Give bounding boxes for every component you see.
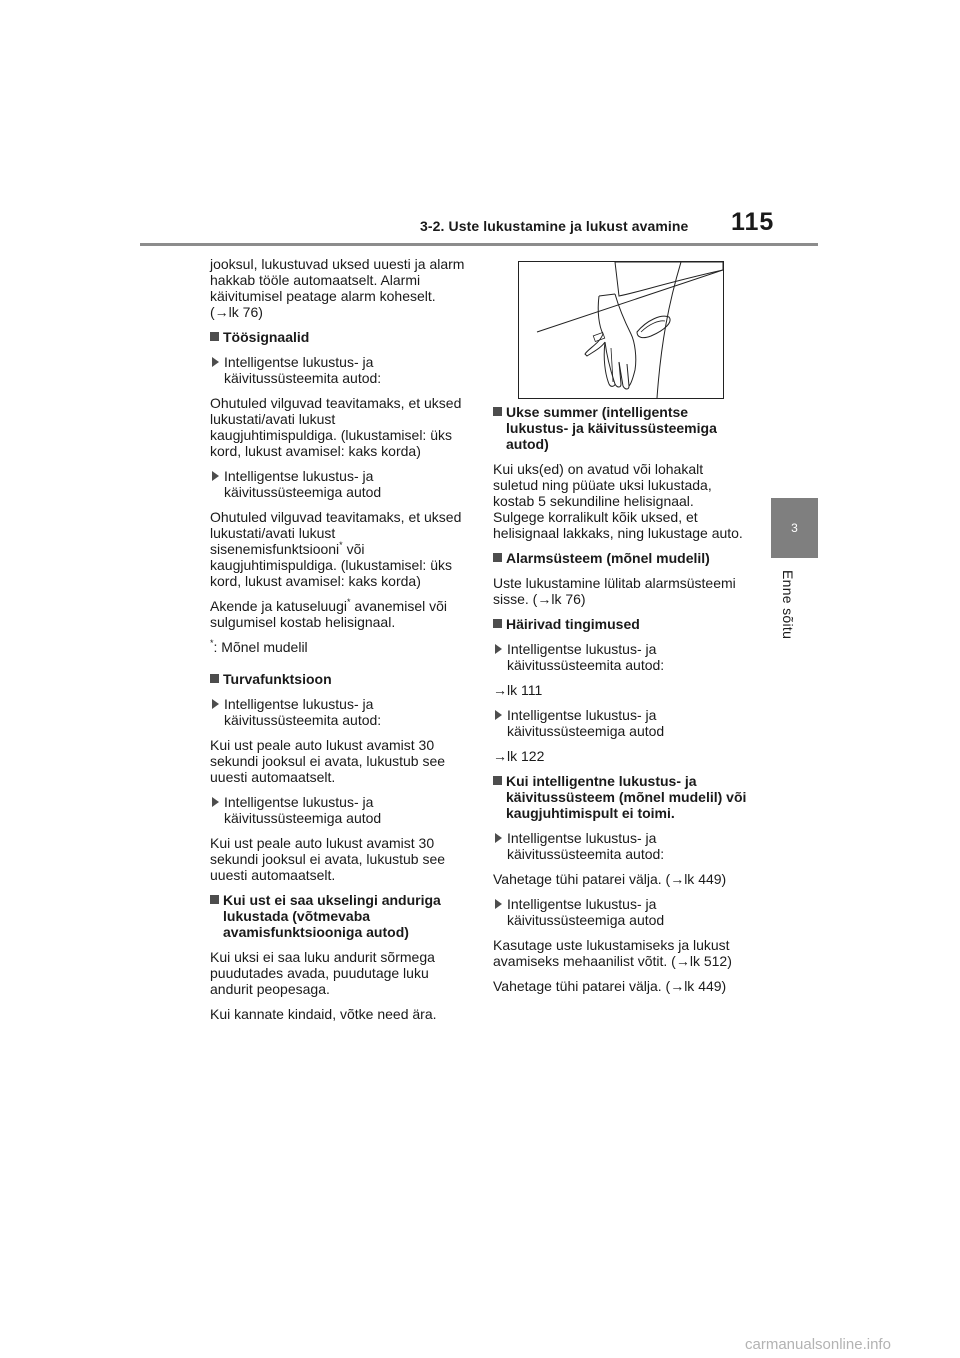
section-heading: Alarmsüsteem (mõnel mudelil) xyxy=(493,550,748,566)
triangle-bullet-icon xyxy=(495,833,502,843)
square-bullet-icon xyxy=(493,407,502,416)
paragraph: Kui kannate kindaid, võtke need ära. xyxy=(210,1006,437,1022)
chapter-number: 3 xyxy=(791,521,798,535)
paragraph: Kui ust peale auto lukust avamist 30 sekundi jooksul ei avata, lukustub see uuesti automaatselt. xyxy=(210,737,446,785)
list-item: Intelligentse lukustus- ja käivitussüsteemita autod: xyxy=(210,696,465,728)
watermark-link[interactable]: carmanualsonline.info xyxy=(745,1336,891,1353)
list-item: Intelligentse lukustus- ja käivitussüsteemiga autod xyxy=(493,896,748,928)
paragraph: Kui ust peale auto lukust avamist 30 sekundi jooksul ei avata, lukustub see uuesti automaatselt. xyxy=(210,835,446,883)
door-handle-illustration xyxy=(518,261,724,399)
triangle-bullet-icon xyxy=(212,797,219,807)
section-heading: Kui ust ei saa ukselingi anduriga lukustada (võtmevaba avamisfunktsiooniga autod) xyxy=(210,892,465,940)
chapter-tab xyxy=(771,498,818,558)
hand-on-door-handle-drawing xyxy=(519,262,723,398)
triangle-bullet-icon xyxy=(495,644,502,654)
square-bullet-icon xyxy=(493,619,502,628)
paragraph: Uste lukustamine lülitab alarmsüsteemi sisse. (→lk 76) xyxy=(493,575,736,607)
left-column xyxy=(210,256,465,1031)
section-heading: Häirivad tingimused xyxy=(493,616,748,632)
paragraph: Ohutuled vilguvad teavitamaks, et uksed lukustati/avati lukust kaugjuhtimispuldiga. (lukustamisel: üks kord, lukust avamisel: kaks korda) xyxy=(210,395,462,459)
list-item: Intelligentse lukustus- ja käivitussüsteemita autod: xyxy=(493,830,748,862)
paragraph: Vahetage tühi patarei välja. (→lk 449) xyxy=(493,871,727,887)
list-item: Intelligentse lukustus- ja käivitussüsteemiga autod xyxy=(210,468,465,500)
paragraph: Kui uks(ed) on avatud või lohakalt suletud ning püüate uksi lukustada, kostab 5 sekundiline helisignaal. Sulgege korralikult kõik uksed, et helisignaal lakkaks, ning lukustage auto. xyxy=(493,461,743,541)
square-bullet-icon xyxy=(493,776,502,785)
chapter-label: Enne sõitu xyxy=(780,570,796,640)
page-reference: →lk 76) xyxy=(214,304,263,320)
page-reference: →lk 111 xyxy=(493,682,543,698)
square-bullet-icon xyxy=(210,895,219,904)
paragraph: Kasutage uste lukustamiseks ja lukust avamiseks mehaanilist võtit. (→lk 512) xyxy=(493,937,732,969)
square-bullet-icon xyxy=(210,332,219,341)
page-reference: →lk 122 xyxy=(493,748,545,764)
section-heading: Ukse summer (intelligentse lukustus- ja käivitussüsteemiga autod) xyxy=(493,404,748,452)
footnote-marker: * xyxy=(347,597,351,607)
section-heading: Turvafunktsioon xyxy=(210,671,465,687)
section-heading: Kui intelligentne lukustus- ja käivitussüsteem (mõnel mudelil) või kaugjuhtimispult ei toimi. xyxy=(493,773,748,821)
triangle-bullet-icon xyxy=(212,471,219,481)
list-item: Intelligentse lukustus- ja käivitussüsteemita autod: xyxy=(493,641,748,673)
paragraph: jooksul, lukustuvad uksed uuesti ja alarm hakkab tööle automaatselt. Alarmi käivitumisel peatage alarm koheselt. (→lk 76) xyxy=(210,256,465,320)
section-heading: Töösignaalid xyxy=(210,329,465,345)
paragraph: Akende ja katuseluugi* avanemisel või sulgumisel kostab helisignaal. xyxy=(210,597,448,630)
square-bullet-icon xyxy=(210,674,219,683)
page-number: 115 xyxy=(731,208,775,236)
paragraph: Vahetage tühi patarei välja. (→lk 449) xyxy=(493,978,727,994)
list-item: Intelligentse lukustus- ja käivitussüsteemita autod: xyxy=(210,354,465,386)
square-bullet-icon xyxy=(493,553,502,562)
header-divider xyxy=(140,243,818,246)
list-item: Intelligentse lukustus- ja käivitussüsteemiga autod xyxy=(493,707,748,739)
right-column xyxy=(493,404,748,1003)
list-item: Intelligentse lukustus- ja käivitussüsteemiga autod xyxy=(210,794,465,826)
triangle-bullet-icon xyxy=(212,699,219,709)
triangle-bullet-icon xyxy=(495,899,502,909)
footnote-marker: * xyxy=(339,540,343,550)
triangle-bullet-icon xyxy=(495,710,502,720)
triangle-bullet-icon xyxy=(212,357,219,367)
paragraph: Ohutuled vilguvad teavitamaks, et uksed lukustati/avati lukust sisenemisfunktsiooni* või kaugjuhtimispuldiga. (lukustamisel: üks kord, lukust avamisel: kaks korda) xyxy=(210,509,462,589)
section-title: 3-2. Uste lukustamine ja lukust avamine xyxy=(420,218,689,234)
footnote: *: Mõnel mudelil xyxy=(210,638,308,655)
paragraph: Kui uksi ei saa luku andurit sõrmega puudutades avada, puudutage luku andurit peopesaga. xyxy=(210,949,435,997)
